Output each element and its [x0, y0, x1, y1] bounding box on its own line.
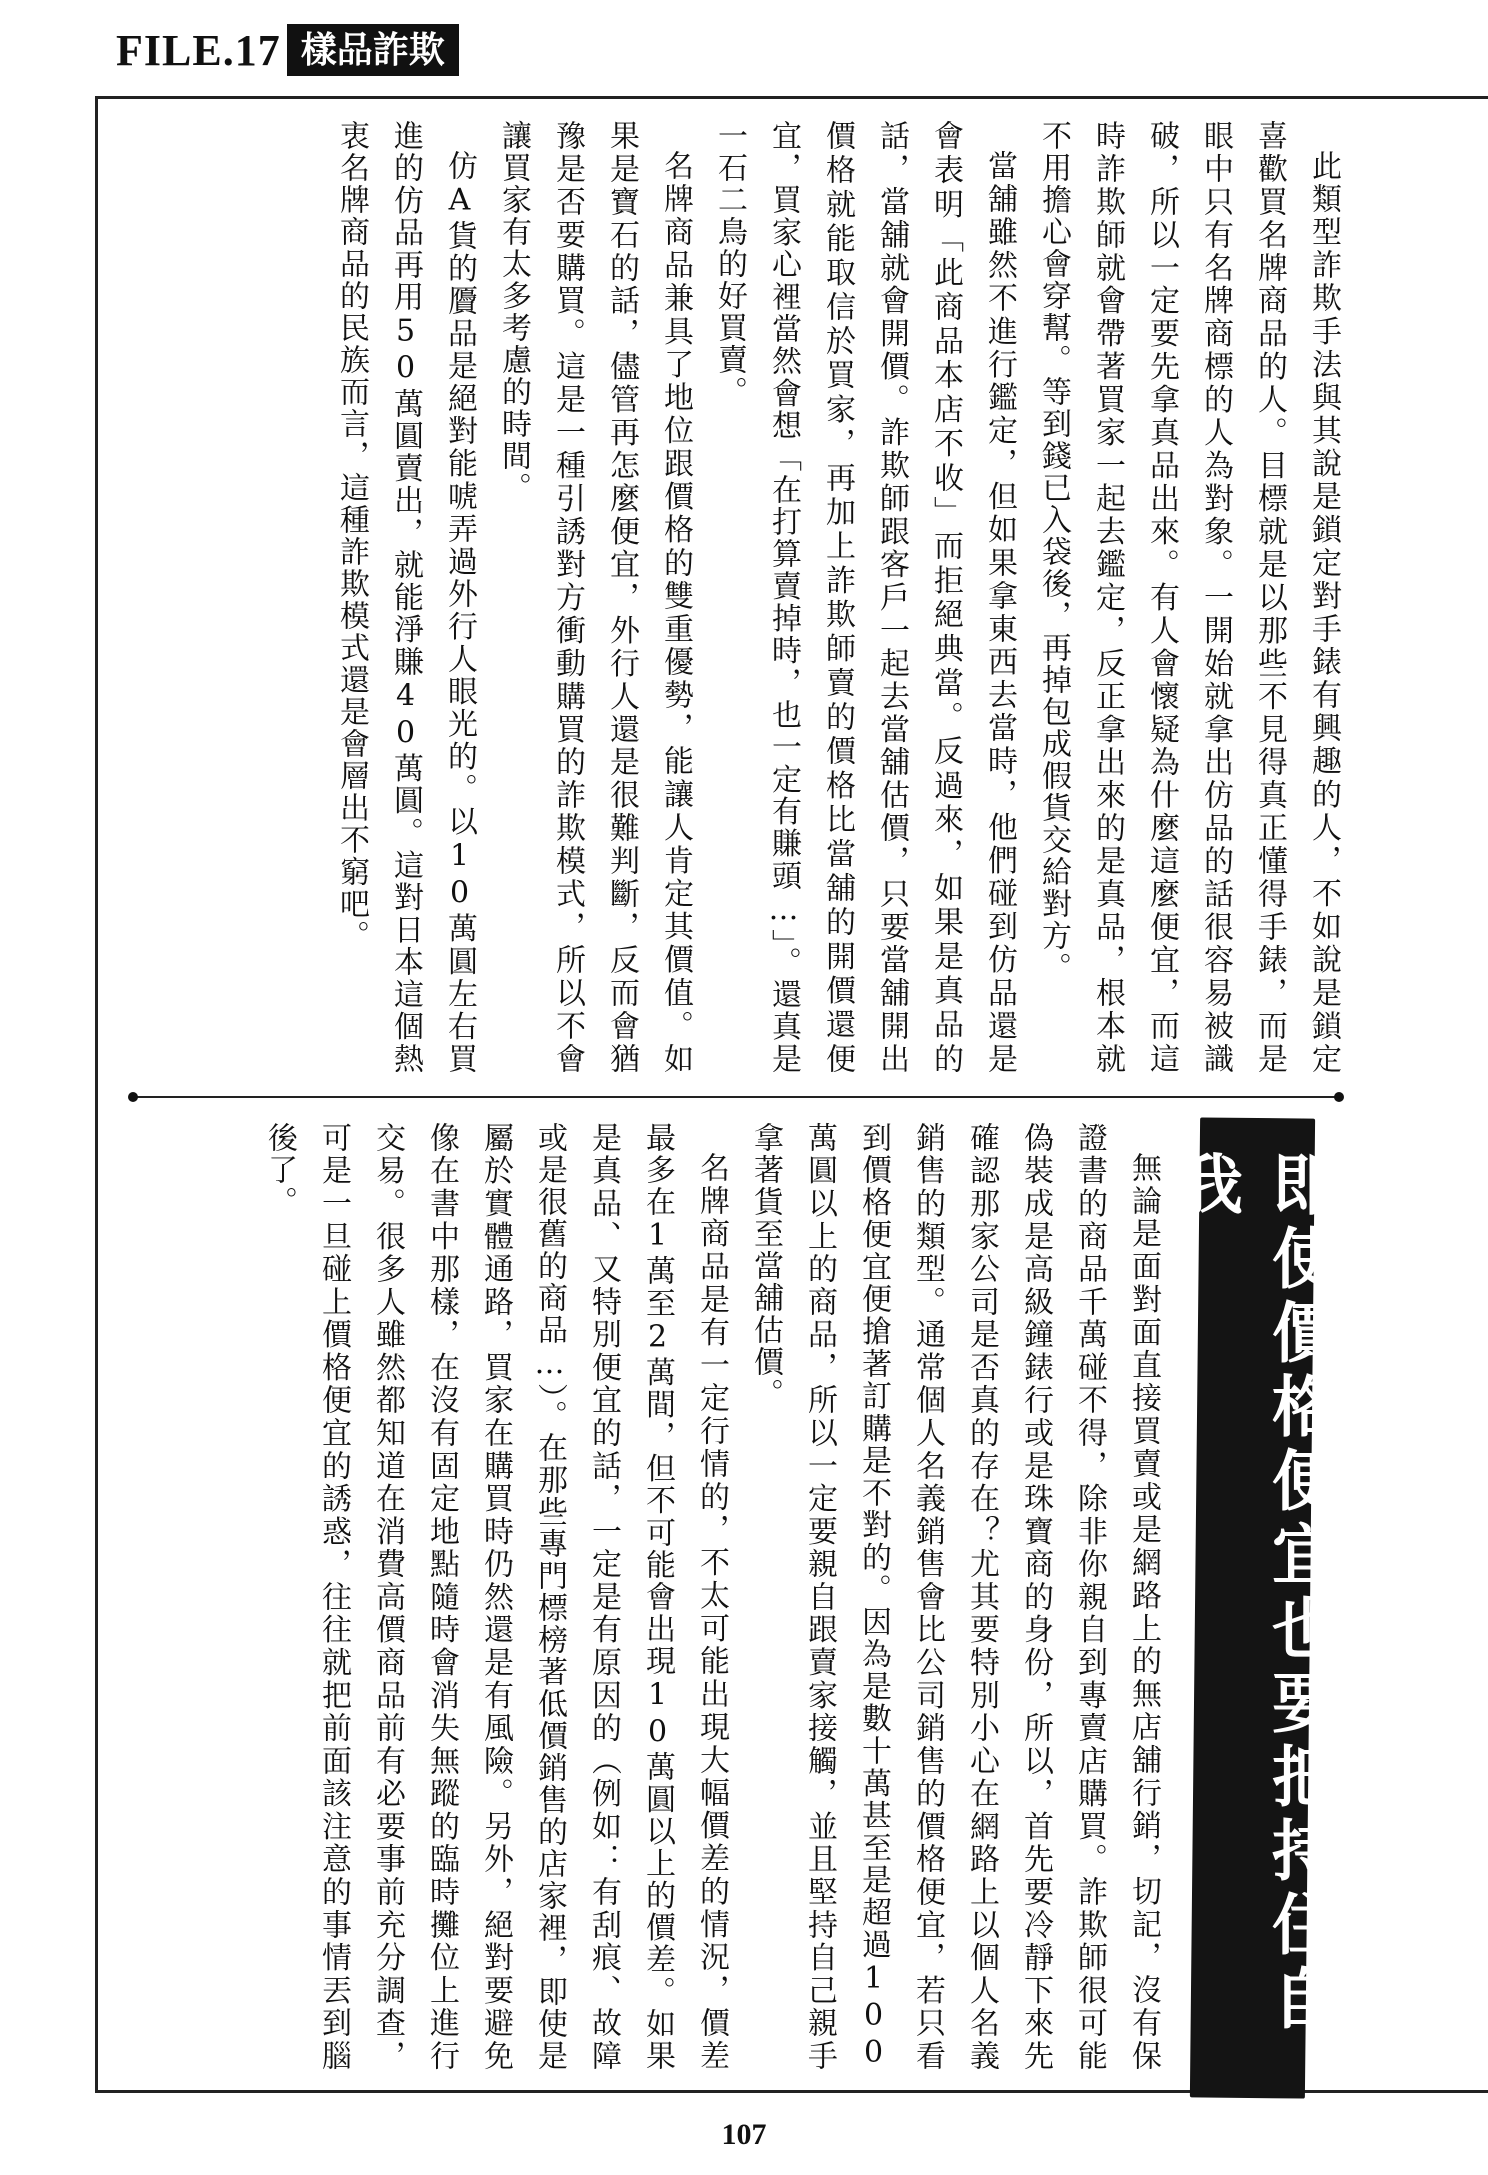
- paragraph: 名牌商品是有一定行情的，不太可能出現大幅價差的情況，價差最多在1萬至2萬間，但不可能會出現10萬圓以上的價差。如果是真品、又特別便宜的話，一定是有原因的（例如：有刮痕、故障或是很舊的商品…）。在那些專門標榜著低價銷售的店家裡，即使是屬於實體通路，買家在購買時仍然還是有風險。另外，絕對要避免像在書中那樣，在沒有固定地點隨時會消失無蹤的臨時攤位上進行交易。很多人雖然都知道在消費高價商品前有必要事前充分調查，可是一旦碰上價格便宜的誘惑，往往就把前面該注意的事情丟到腦後了。: [262, 1122, 729, 2072]
- paragraph: 當舖雖然不進行鑑定，但如果拿東西去當時，他們碰到仿品還是會表明「此商品本店不收」而拒絕典當。反過來，如果是真品的話，當舖就會開價。詐欺師跟客戶一起去當舖估價，只要當舖開出價格就能取信於買家，再加上詐欺師賣的價格比當舖的開價還便宜，買家心裡當然會想「在打算賣掉時，也一定有賺頭…」。還真是一石二鳥的好買賣。: [712, 120, 1017, 1075]
- top-text-column: [180, 120, 1350, 1075]
- divider-dot-left: [128, 1092, 138, 1102]
- section-heading: 即使價格便宜也要把持住自我: [1165, 1150, 1339, 2038]
- paragraph: 名牌商品兼具了地位跟價格的雙重優勢，能讓人肯定其價值。如果是寶石的話，儘管再怎麼便宜，外行人還是很難判斷，反而會猶豫是否要購買。這是一種引誘對方衝動購買的詐欺模式，所以不會讓買家有太多考慮的時間。: [496, 120, 693, 1075]
- chapter-title: 樣品詐欺: [287, 24, 459, 76]
- page-header: [116, 24, 459, 76]
- paragraph: 無論是面對面直接買賣或是網路上的無店舖行銷，切記，沒有保證書的商品千萬碰不得，除非你親自到專賣店購買。詐欺師很可能偽裝成是高級鐘錶行或是珠寶商的身份，所以，首先要冷靜下來先確認那家公司是否真的存在？尤其要特別小心在網路上以個人名義銷售的類型。通常個人名義銷售會比公司銷售的價格便宜，若只看到價格便宜便搶著訂購是不對的。因為是數十萬甚至是超過100萬圓以上的商品，所以一定要親自跟賣家接觸，並且堅持自己親手拿著貨至當舖估價。: [748, 1122, 1161, 2072]
- page-number: 107: [721, 2118, 767, 2151]
- divider-dot-right: [1334, 1092, 1344, 1102]
- bottom-text-column: [170, 1122, 1170, 2072]
- paragraph: 此類型詐欺手法與其說是鎖定對手錶有興趣的人，不如說是鎖定喜歡買名牌商品的人。目標就是以那些不見得真正懂得手錶，而是眼中只有名牌商標的人為對象。一開始就拿出仿品的話很容易被識破，所以一定要先拿真品出來。有人會懷疑為什麼這麼便宜，而這時詐欺師就會帶著買家一起去鑑定，反正拿出來的是真品，根本就不用擔心會穿幫。等到錢已入袋後，再掉包成假貨交給對方。: [1036, 120, 1341, 1075]
- file-number: FILE.17: [116, 25, 281, 75]
- paragraph: 仿A貨的贗品是絕對能唬弄過外行人眼光的。以10萬圓左右買進的仿品再用50萬圓賣出，就能淨賺40萬圓。這對日本這個熱衷名牌商品的民族而言，這種詐欺模式還是會層出不窮吧。: [334, 120, 477, 1075]
- section-divider: [130, 1096, 1340, 1098]
